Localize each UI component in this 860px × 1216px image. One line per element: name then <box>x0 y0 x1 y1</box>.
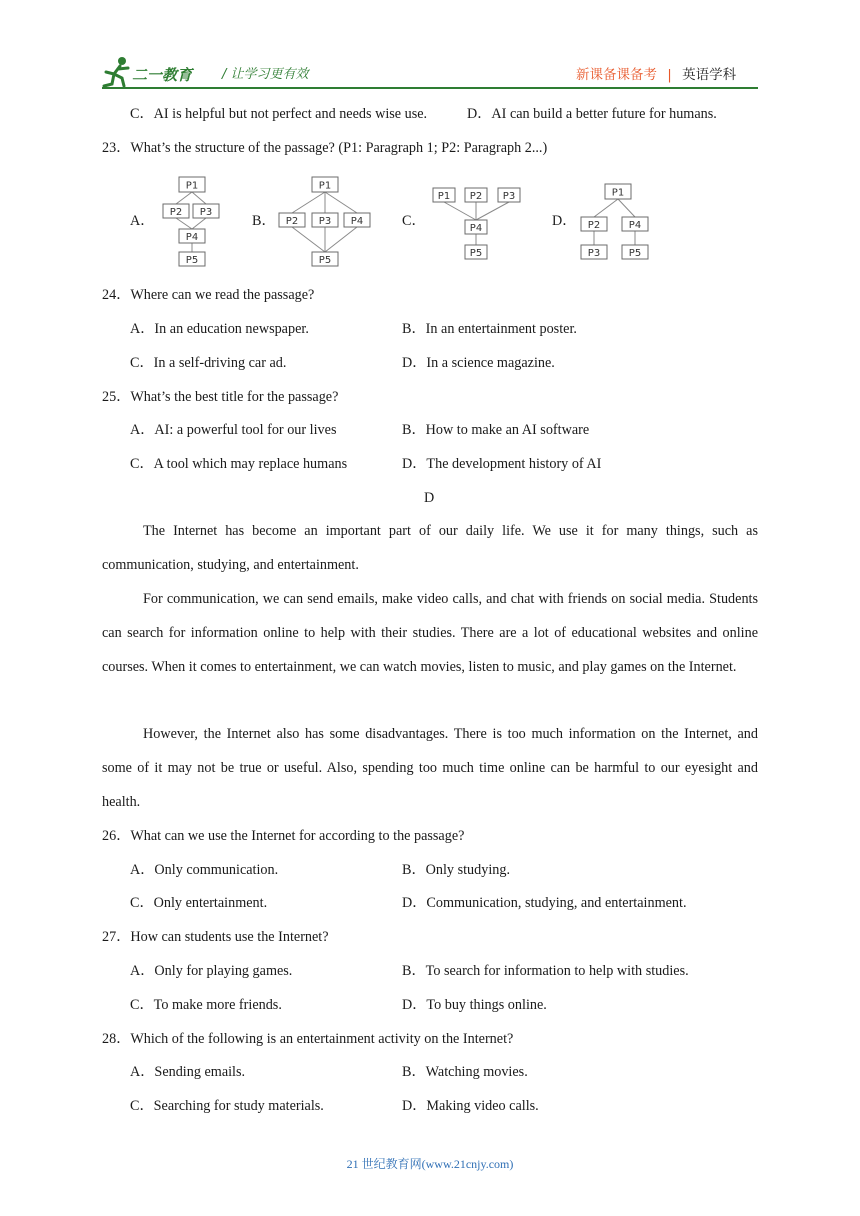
diagram-d-p5: P5 <box>628 248 642 259</box>
q24-option-c: C．In a self-driving car ad. <box>130 355 287 371</box>
diagram-d-p2: P2 <box>587 220 601 231</box>
diagram-a-p3: P3 <box>199 207 213 218</box>
header-course-label: 新课备课备考 <box>576 67 657 83</box>
q26-option-c: C．Only entertainment. <box>130 895 268 911</box>
q27-option-d: D．To buy things online. <box>402 997 547 1013</box>
diagram-c-p3: P3 <box>502 191 516 202</box>
q28-option-c: C．Searching for study materials. <box>130 1098 324 1114</box>
diagram-b-p2: P2 <box>285 216 299 227</box>
diagram-b-p1: P1 <box>318 180 332 192</box>
q23-stem: 23．What’s the structure of the passage? (P1: Paragraph 1; P2: Paragraph 2...) <box>102 140 548 156</box>
structure-diagram-c <box>430 183 526 263</box>
diagram-c-p1: P1 <box>437 191 451 202</box>
q24-option-d: D．In a science magazine. <box>402 355 555 371</box>
q28-stem: 28．Which of the following is an entertainment activity on the Internet? <box>102 1031 514 1047</box>
header-divider <box>102 87 758 89</box>
footer-link[interactable]: 21 世纪教育网(www.21cnjy.com) <box>346 1157 514 1171</box>
passage-paragraph-1: The Internet has become an important part of our daily life. We use it for many things, such as communication, studying, and entertainment. <box>102 523 758 573</box>
q22-option-c: C．AI is helpful but not perfect and needs wise use. <box>130 106 428 122</box>
diagram-a-p4: P4 <box>185 232 199 243</box>
q25-option-a: A．AI: a powerful tool for our lives <box>130 422 337 438</box>
diagram-b-p3: P3 <box>318 216 332 227</box>
q23-option-b-label: B． <box>252 213 276 229</box>
diagram-a-p2: P2 <box>169 207 183 218</box>
structure-diagram-d <box>576 180 656 266</box>
structure-diagram-b <box>272 173 372 269</box>
diagram-c-p4: P4 <box>469 223 483 234</box>
header-separator: | <box>667 67 672 83</box>
q24-stem: 24．Where can we read the passage? <box>102 287 315 303</box>
diagram-a-p1: P1 <box>185 180 199 192</box>
q26-option-b: B．Only studying. <box>402 862 510 878</box>
q28-option-b: B．Watching movies. <box>402 1064 528 1080</box>
q27-option-c: C．To make more friends. <box>130 997 282 1013</box>
q24-option-a: A．In an education newspaper. <box>130 321 309 337</box>
q28-option-d: D．Making video calls. <box>402 1098 539 1114</box>
section-heading: D <box>424 490 435 506</box>
passage-paragraph-2: For communication, we can send emails, make video calls, and chat with friends on social media. Students can search for information online to help with their studies. There are a lot of educational websites and online courses. When it comes to entertainment, we can watch movies, listen to music, and play games on the Internet. <box>102 591 758 675</box>
diagram-d-p3: P3 <box>587 248 601 259</box>
diagram-b-p5: P5 <box>318 255 332 266</box>
q26-option-a: A．Only communication. <box>130 862 279 878</box>
logo-text: 二一教育 <box>132 66 193 84</box>
header-subject-label: 英语学科 <box>682 67 737 83</box>
diagram-d-p4: P4 <box>628 220 642 231</box>
diagram-b-p4: P4 <box>350 216 364 227</box>
q27-stem: 27．How can students use the Internet? <box>102 929 329 945</box>
q25-option-d: D．The development history of AI <box>402 456 602 472</box>
q25-option-b: B．How to make an AI software <box>402 422 590 438</box>
diagram-c-p5: P5 <box>469 248 483 259</box>
diagram-d-p1: P1 <box>611 187 625 199</box>
structure-diagram-a <box>160 173 224 269</box>
q23-option-a-label: A． <box>130 213 155 229</box>
q26-stem: 26．What can we use the Internet for according to the passage? <box>102 828 465 844</box>
q25-option-c: C．A tool which may replace humans <box>130 456 348 472</box>
runner-logo-icon <box>102 56 132 88</box>
passage-paragraph-3: However, the Internet also has some disadvantages. There is too much information on the Internet, and some of it may not be true or useful. Also, spending too much time online can be harmful to our eyesight and health. <box>102 726 758 810</box>
q23-option-d-label: D． <box>552 213 577 229</box>
q28-option-a: A．Sending emails. <box>130 1064 246 1080</box>
q27-option-b: B．To search for information to help with studies. <box>402 963 689 979</box>
diagram-c-p2: P2 <box>469 191 483 202</box>
q22-option-d: D．AI can build a better future for humans. <box>467 106 717 122</box>
header-slogan: / 让学习更有效 <box>222 67 309 82</box>
q26-option-d: D．Communication, studying, and entertainment. <box>402 895 687 911</box>
q25-stem: 25．What’s the best title for the passage? <box>102 389 339 405</box>
q23-option-c-label: C． <box>402 213 426 229</box>
q27-option-a: A．Only for playing games. <box>130 963 293 979</box>
q24-option-b: B．In an entertainment poster. <box>402 321 577 337</box>
diagram-a-p5: P5 <box>185 255 199 266</box>
